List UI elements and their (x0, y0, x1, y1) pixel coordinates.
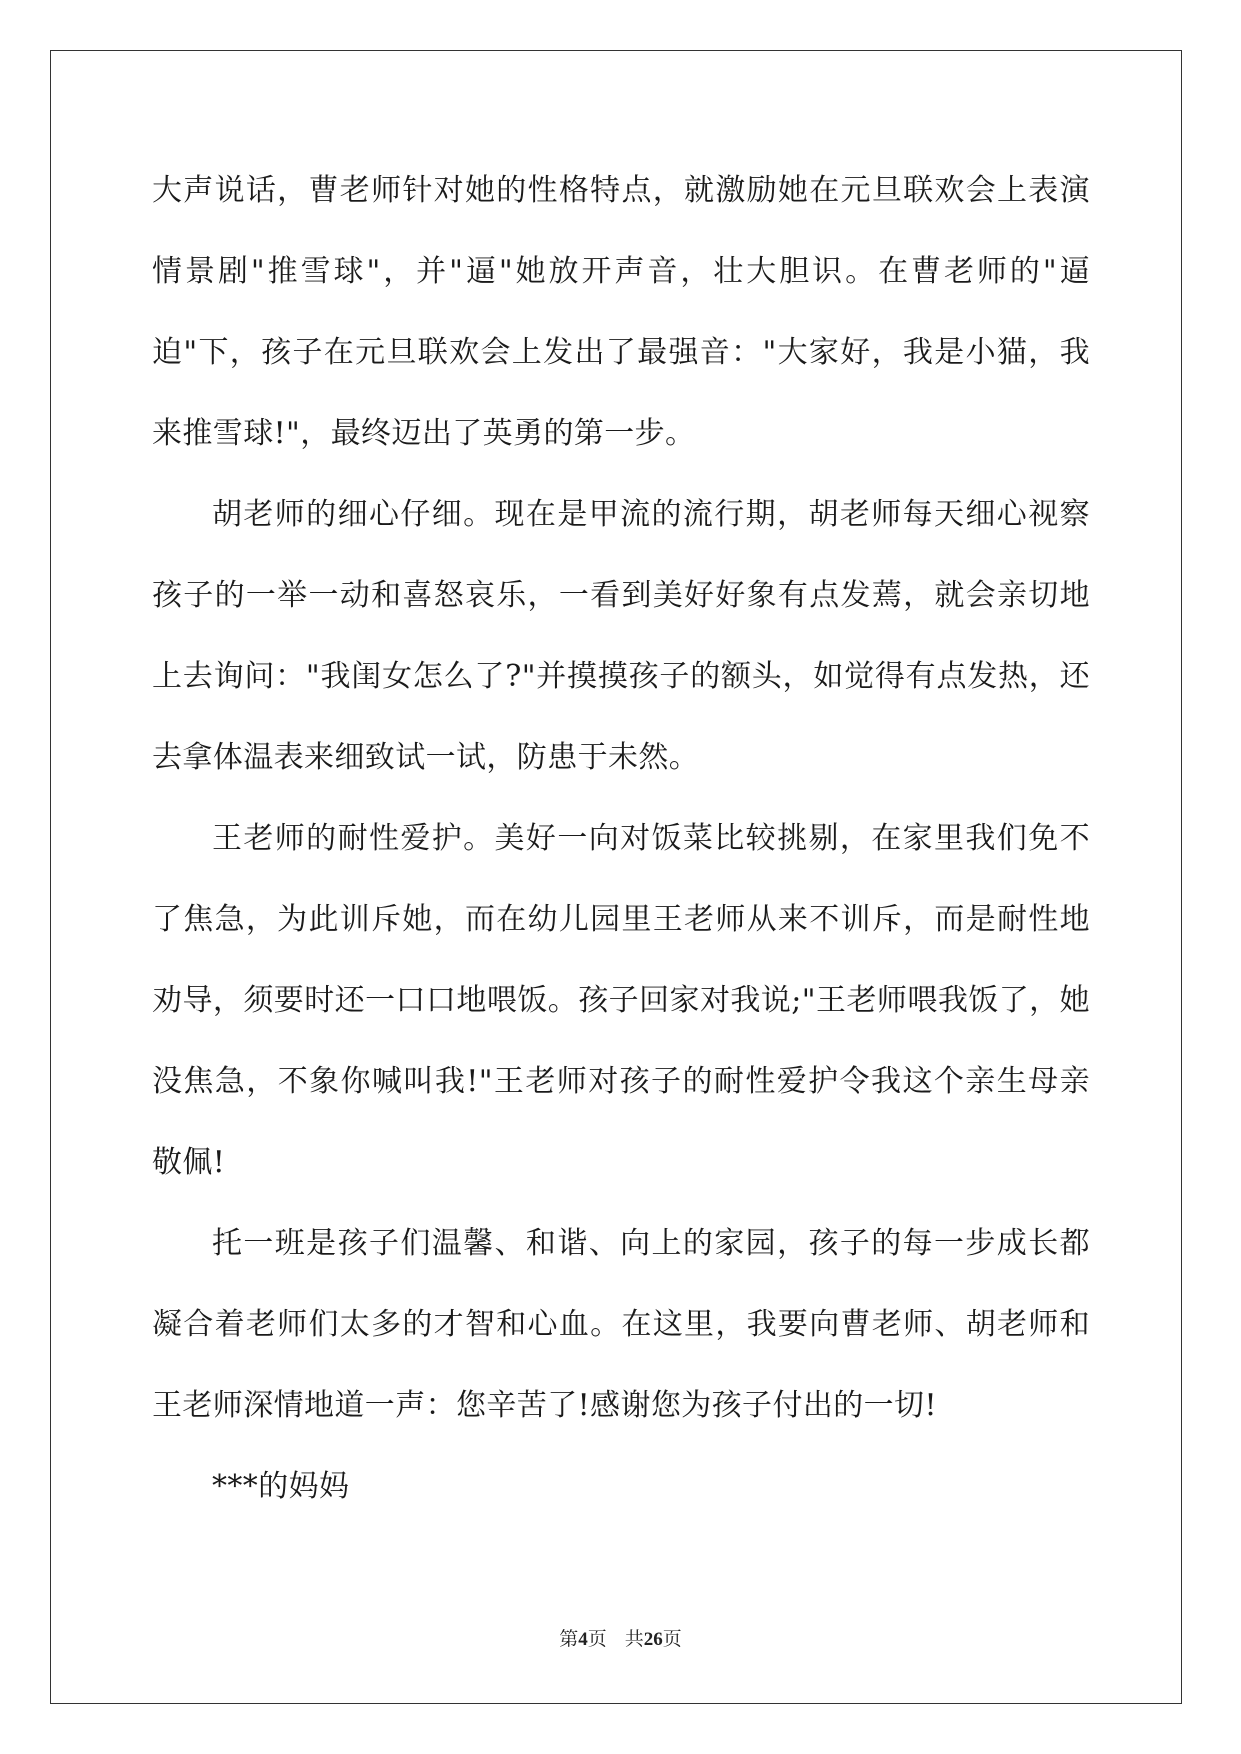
page-footer (0, 1624, 1241, 1651)
document-body (152, 150, 1090, 1527)
page-number: 4 (578, 1629, 588, 1650)
paragraph-1: 大声说话，曹老师针对她的性格特点，就激励她在元旦联欢会上表演情景剧"推雪球"，并"逼"她放开声音，壮大胆识。在曹老师的"逼迫"下，孩子在元旦联欢会上发出了最强音："大家好，我是小猫，我来推雪球!"，最终迈出了英勇的第一步。 (152, 173, 1090, 451)
paragraph-2: 胡老师的细心仔细。现在是甲流的流行期，胡老师每天细心视察孩子的一举一动和喜怒哀乐，一看到美好好象有点发蔫，就会亲切地上去询问："我闺女怎么了?"并摸摸孩子的额头，如觉得有点发热，还去拿体温表来细致试一试，防患于未然。 (152, 497, 1090, 775)
total-suffix: 页 (662, 1628, 682, 1650)
paragraph-4: 托一班是孩子们温馨、和谐、向上的家园，孩子的每一步成长都凝合着老师们太多的才智和心血。在这里，我要向曹老师、胡老师和王老师深情地道一声：您辛苦了!感谢您为孩子付出的一切! (152, 1226, 1090, 1423)
total-prefix: 共 (624, 1628, 644, 1650)
paragraph-3: 王老师的耐性爱护。美好一向对饭菜比较挑剔，在家里我们免不了焦急，为此训斥她，而在幼儿园里王老师从来不训斥，而是耐性地劝导，须要时还一口口地喂饭。孩子回家对我说;"王老师喂我饭了，她没焦急，不象你喊叫我!"王老师对孩子的耐性爱护令我这个亲生母亲敬佩! (152, 821, 1090, 1180)
signature-line: ***的妈妈 (212, 1469, 350, 1504)
page-prefix: 第 (559, 1628, 579, 1650)
page-suffix: 页 (587, 1628, 607, 1650)
total-pages: 26 (643, 1629, 663, 1650)
